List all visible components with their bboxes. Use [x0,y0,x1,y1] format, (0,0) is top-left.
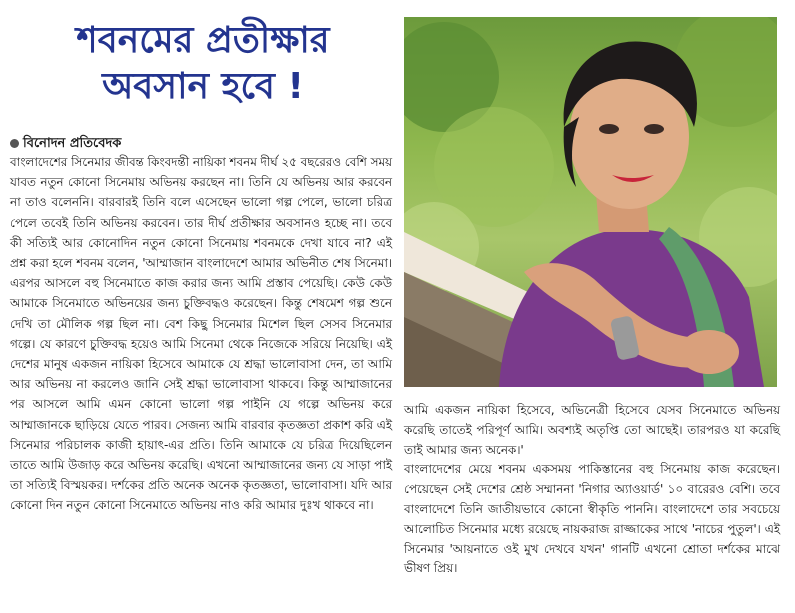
article-right-column [404,401,780,579]
headline [18,18,388,110]
paragraph: আমি একজন নায়িকা হিসেবে, অভিনেত্রী হিসেবে যেসব সিনেমাতে অভিনয় করেছি তাতেই পরিপূর্ণ আমি। অবশ্যই অতৃপ্তি তো আছেই। তারপরও যা করেছি তাই আমার জন্য অনেক।' [404,403,780,457]
headline-line-2: অবসান হবে ! [102,66,304,107]
bullet-icon [10,139,19,148]
byline-text: বিনোদন প্রতিবেদক [23,136,122,151]
headline-line-1: শবনমের প্রতীক্ষার [76,20,330,61]
article-left-column [10,152,392,516]
portrait-photo [404,17,777,387]
paragraph: বাংলাদেশের সিনেমার জীবন্ত কিংবদন্তী নায়িকা শবনম দীর্ঘ ২৫ বছরেরও বেশি সময় যাবত নতুন কোনো সিনেমায় অভিনয় করছেন না। তিনি যে অভিনয় আর করবেন না তাও বলেননি। বারবারই তিনি বলে এসেছেন ভালো গল্প পেলে, ভালো চরিত্র পেলে তবেই তিনি অভিনয় করবেন। তার দীর্ঘ প্রতীক্ষার অবসানও হচ্ছে না। তবে কী সত্যিই আর কোনোদিন নতুন কোনো সিনেমায় শবনমকে দেখা যাবে না? এই প্রশ্ন করা হলে শবনম বলেন, 'আম্মাজান বাংলাদেশে আমার অভিনীত শেষ সিনেমা। এরপর আসলে বহু সিনেমাতে কাজ করার জন্য আমি প্রস্তাব পেয়েছি। কেউ কেউ আমাকে সিনেমাতে অভিনয়ের জন্য চুক্তিবদ্ধও করেছেন। কিন্তু শেষমেশ গল্প শুনে দেখি তা মৌলিক গল্প ছিল না। বেশ কিছু সিনেমার মিশেল ছিল সেসব সিনেমার গল্পে। যে কারণে চুক্তিবদ্ধ হয়েও আমি সিনেমা থেকে নিজেকে সরিয়ে নিয়েছি। এই দেশের মানুষ একজন নায়িকা হিসেবে আমাকে যে শ্রদ্ধা ভালোবাসা দেন, তা আমি আর অভিনয় না করলেও জানি সেই শ্রদ্ধা ভালোবাসা থাকবে। কিন্তু আম্মাজানের পর আসলে আমি এমন কোনো ভালো গল্প পাইনি যে গল্পে অভিনয় করে আম্মাজানকে ছাড়িয়ে যেতে পারব। সেজন্য আমি বারবার কৃতজ্ঞতা প্রকাশ করি এই সিনেমার পরিচালক কাজী হায়াৎ-এর প্রতি। তিনি আমাকে যে চরিত্র দিয়েছিলেন তাতে আমি উজাড় করে অভিনয় করেছি। এখনো আম্মাজানের জন্য যে সাড়া পাই তা সত্যিই বিস্ময়কর। দর্শকের প্রতি অনেক অনেক কৃতজ্ঞতা, ভালোবাসা। যদি আর কোনো দিন নতুন কোনো সিনেমাতে অভিনয় নাও করি আমার দুঃখ থাকবে না। [10,155,392,513]
paragraph: বাংলাদেশের মেয়ে শবনম একসময় পাকিস্তানের বহু সিনেমায় কাজ করেছেন। পেয়েছেন সেই দেশের শ্রেষ্ঠ সম্মাননা 'নিগার অ্যাওয়ার্ড' ১০ বারেরও বেশি। তবে বাংলাদেশে তিনি জাতীয়ভাবে কোনো স্বীকৃতি পাননি। বাংলাদেশে তার সবচেয়ে আলোচিত সিনেমার মধ্যে রয়েছে নায়করাজ রাজ্জাকের সাথে 'নাচের পুতুল'। এই সিনেমার 'আয়নাতে ওই মুখ দেখবে যখন' গানটি এখনো শ্রোতা দর্শকের মাঝে ভীষণ প্রিয়। [404,462,780,576]
